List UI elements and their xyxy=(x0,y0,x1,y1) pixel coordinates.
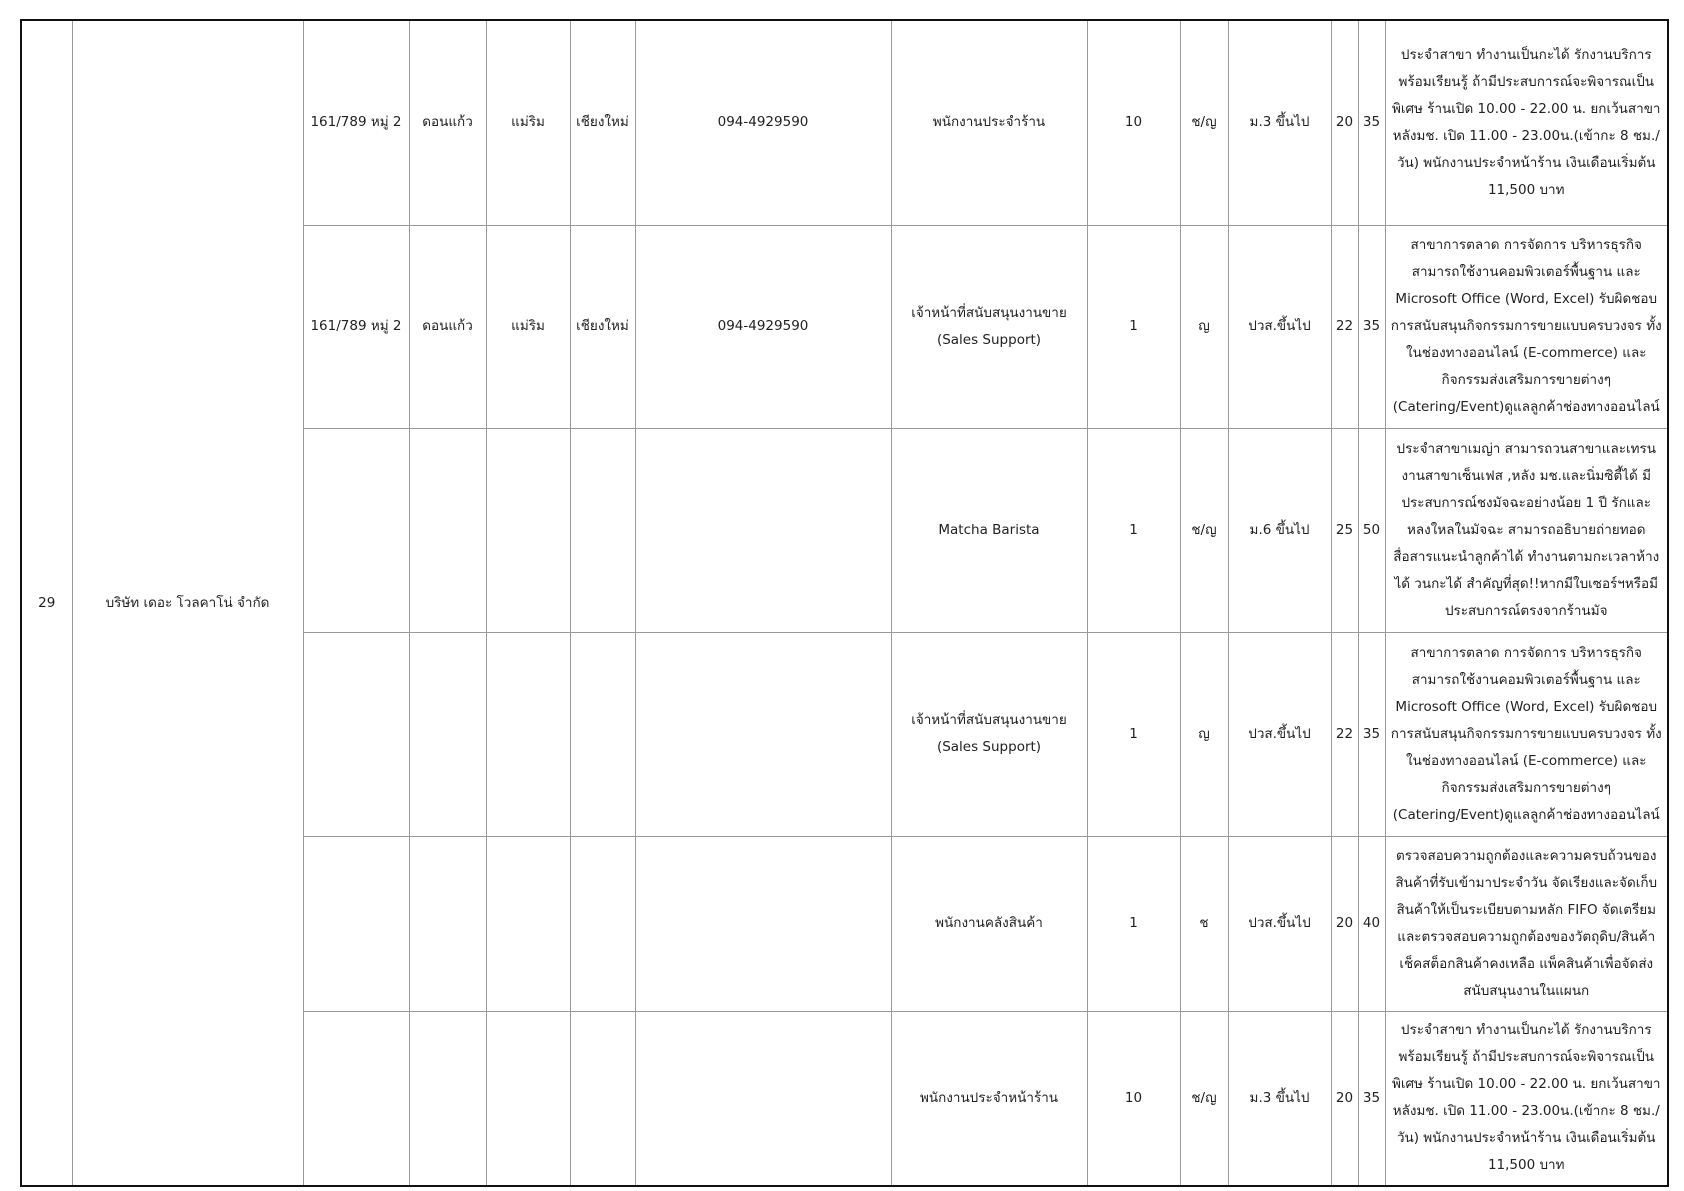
age-max-cell: 35 xyxy=(1358,20,1385,225)
position-cell: เจ้าหน้าที่สนับสนุนงานขาย (Sales Support) xyxy=(891,632,1087,836)
position-cell: Matcha Barista xyxy=(891,428,1087,632)
company-name: บริษัท เดอะ โวลคาโน่ จำกัด xyxy=(72,20,303,1186)
address-cell: 161/789 หมู่ 2 xyxy=(303,225,409,428)
description-cell: ประจำสาขาเมญ่า สามารถวนสาขาและเทรนงานสาขาเซ็นเฟส ,หลัง มช.และนิ่มซิตี้ได้ มีประสบการณ์ชงมัจฉะอย่างน้อย 1 ปี รักและหลงใหลในมัจฉะ สามารถอธิบายถ่ายทอดสื่อสารแนะนำลูกค้าได้ ทำงานตามกะเวลาห้างได้ วนกะได้ สำคัญที่สุด!!หากมีใบเซอร์ฯหรือมีประสบการณ์ตรงจากร้านมัจ xyxy=(1385,428,1668,632)
age-min-cell: 20 xyxy=(1331,1011,1358,1186)
address-cell xyxy=(303,632,409,836)
district-cell xyxy=(486,836,570,1011)
phone-cell xyxy=(635,1011,891,1186)
count-cell: 1 xyxy=(1087,836,1180,1011)
age-min-cell: 25 xyxy=(1331,428,1358,632)
district-cell xyxy=(486,428,570,632)
age-max-cell: 40 xyxy=(1358,836,1385,1011)
address-cell xyxy=(303,428,409,632)
subdistrict-cell: ดอนแก้ว xyxy=(409,20,486,225)
description-cell: ประจำสาขา ทำงานเป็นกะได้ รักงานบริการ พร้อมเรียนรู้ ถ้ามีประสบการณ์จะพิจารณเป็นพิเศษ ร้านเปิด 10.00 - 22.00 น. ยกเว้นสาขาหลังมช. เปิด 11.00 - 23.00น.(เข้ากะ 8 ชม./วัน) พนักงานประจำหน้าร้าน เงินเดือนเริ่มต้น 11,500 บาท xyxy=(1385,20,1668,225)
gender-cell: ช/ญ xyxy=(1180,1011,1228,1186)
gender-cell: ช/ญ xyxy=(1180,20,1228,225)
subdistrict-cell xyxy=(409,1011,486,1186)
subdistrict-cell xyxy=(409,632,486,836)
age-max-cell: 50 xyxy=(1358,428,1385,632)
education-cell: ปวส.ขึ้นไป xyxy=(1228,632,1331,836)
count-cell: 10 xyxy=(1087,20,1180,225)
subdistrict-cell xyxy=(409,428,486,632)
phone-cell: 094-4929590 xyxy=(635,225,891,428)
phone-cell xyxy=(635,428,891,632)
position-cell: พนักงานประจำร้าน xyxy=(891,20,1087,225)
province-cell xyxy=(570,836,635,1011)
description-cell: สาขาการตลาด การจัดการ บริหารธุรกิจสามารถใช้งานคอมพิวเตอร์พื้นฐาน และ Microsoft Office (Word, Excel) รับผิดชอบการสนับสนุนกิจกรรมการขายแบบครบวงจร ทั้งในช่องทางออนไลน์ (E-commerce) และกิจกรรมส่งเสริมการขายต่างๆ (Catering/Event)ดูแลลูกค้าช่องทางออนไลน์ xyxy=(1385,632,1668,836)
education-cell: ปวส.ขึ้นไป xyxy=(1228,836,1331,1011)
subdistrict-cell: ดอนแก้ว xyxy=(409,225,486,428)
entry-number: 29 xyxy=(21,20,72,1186)
description-cell: ประจำสาขา ทำงานเป็นกะได้ รักงานบริการ พร้อมเรียนรู้ ถ้ามีประสบการณ์จะพิจารณเป็นพิเศษ ร้านเปิด 10.00 - 22.00 น. ยกเว้นสาขาหลังมช. เปิด 11.00 - 23.00น.(เข้ากะ 8 ชม./วัน) พนักงานประจำหน้าร้าน เงินเดือนเริ่มต้น 11,500 บาท xyxy=(1385,1011,1668,1186)
district-cell xyxy=(486,1011,570,1186)
province-cell xyxy=(570,428,635,632)
age-max-cell: 35 xyxy=(1358,225,1385,428)
gender-cell: ช/ญ xyxy=(1180,428,1228,632)
subdistrict-cell xyxy=(409,836,486,1011)
age-min-cell: 22 xyxy=(1331,225,1358,428)
district-cell: แม่ริม xyxy=(486,20,570,225)
description-cell: สาขาการตลาด การจัดการ บริหารธุรกิจสามารถใช้งานคอมพิวเตอร์พื้นฐาน และ Microsoft Office (Word, Excel) รับผิดชอบการสนับสนุนกิจกรรมการขายแบบครบวงจร ทั้งในช่องทางออนไลน์ (E-commerce) และกิจกรรมส่งเสริมการขายต่างๆ (Catering/Event)ดูแลลูกค้าช่องทางออนไลน์ xyxy=(1385,225,1668,428)
province-cell xyxy=(570,1011,635,1186)
education-cell: ม.3 ขึ้นไป xyxy=(1228,20,1331,225)
education-cell: ม.6 ขึ้นไป xyxy=(1228,428,1331,632)
education-cell: ม.3 ขึ้นไป xyxy=(1228,1011,1331,1186)
address-cell xyxy=(303,836,409,1011)
age-min-cell: 22 xyxy=(1331,632,1358,836)
position-cell: พนักงานประจำหน้าร้าน xyxy=(891,1011,1087,1186)
age-max-cell: 35 xyxy=(1358,1011,1385,1186)
age-min-cell: 20 xyxy=(1331,836,1358,1011)
district-cell: แม่ริม xyxy=(486,225,570,428)
age-max-cell: 35 xyxy=(1358,632,1385,836)
phone-cell xyxy=(635,632,891,836)
gender-cell: ช xyxy=(1180,836,1228,1011)
position-cell: พนักงานคลังสินค้า xyxy=(891,836,1087,1011)
description-cell: ตรวจสอบความถูกต้องและความครบถ้วนของสินค้าที่รับเข้ามาประจำวัน จัดเรียงและจัดเก็บสินค้าให้เป็นระเบียบตามหลัก FIFO จัดเตรียมและตรวจสอบความถูกต้องของวัตถุดิบ/สินค้า เช็คสต็อกสินค้าคงเหลือ แพ็คสินค้าเพื่อจัดส่ง สนับสนุนงานในแผนก xyxy=(1385,836,1668,1011)
count-cell: 1 xyxy=(1087,632,1180,836)
count-cell: 1 xyxy=(1087,428,1180,632)
province-cell: เชียงใหม่ xyxy=(570,20,635,225)
address-cell xyxy=(303,1011,409,1186)
age-min-cell: 20 xyxy=(1331,20,1358,225)
job-listing-table xyxy=(20,19,1669,1187)
position-cell: เจ้าหน้าที่สนับสนุนงานขาย (Sales Support) xyxy=(891,225,1087,428)
district-cell xyxy=(486,632,570,836)
province-cell: เชียงใหม่ xyxy=(570,225,635,428)
table-row xyxy=(21,20,1668,225)
count-cell: 1 xyxy=(1087,225,1180,428)
gender-cell: ญ xyxy=(1180,225,1228,428)
address-cell: 161/789 หมู่ 2 xyxy=(303,20,409,225)
gender-cell: ญ xyxy=(1180,632,1228,836)
count-cell: 10 xyxy=(1087,1011,1180,1186)
phone-cell: 094-4929590 xyxy=(635,20,891,225)
phone-cell xyxy=(635,836,891,1011)
education-cell: ปวส.ขึ้นไป xyxy=(1228,225,1331,428)
province-cell xyxy=(570,632,635,836)
